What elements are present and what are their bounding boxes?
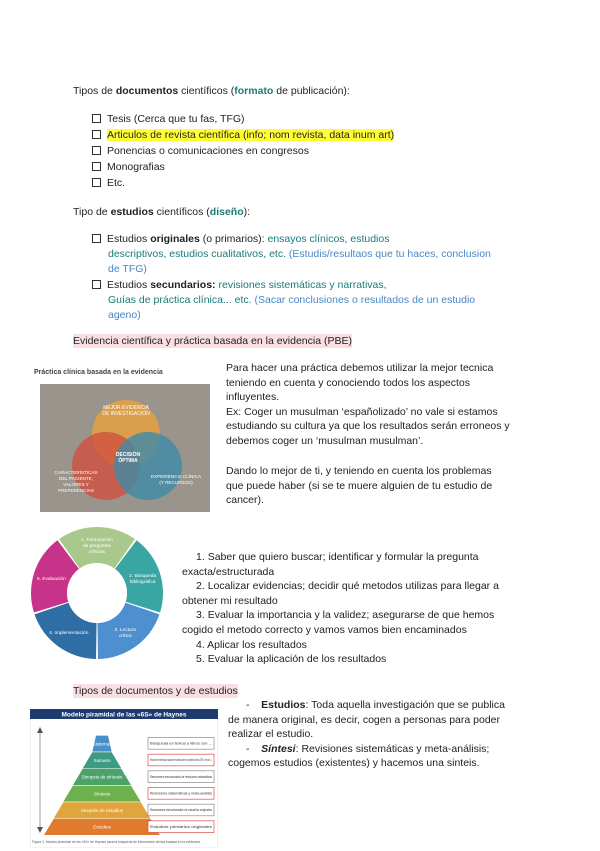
ebp-steps: 1. Saber que quiero buscar; identificar y formular la pregunta exacta/estructurada 2. Localizar evidencias; decidir qué metodos utilizas para llegar a obtener mi resultado 3. Evaluar la importancia y la validez; asegurarse de que hemos cogido el metodo correcto y vamos vamos bien encaminados 4. Aplicar los resultados 5. Evaluar la aplicación de los resultados xyxy=(182,550,526,667)
svg-text:ÓPTIMA: ÓPTIMA xyxy=(118,458,138,464)
svg-text:DEL PACIENTE,: DEL PACIENTE, xyxy=(59,476,93,481)
list-item: Articulos de revista científica (info; nom revista, data inum art) xyxy=(92,128,394,144)
haynes-pyramid-figure xyxy=(30,709,218,848)
step-item: 3. Evaluar la importancia y la validez; asegurarse de que hemos xyxy=(196,609,495,622)
pyramid-note: Búsqueda en textos y libros con ... xyxy=(150,741,213,746)
definitions: - Estudios: Toda aquella investigación que se publica de manera original, es decir, cogen a personas para poder realizar el estudio. - Síntesi: Revisiones sistemáticas y meta-análisis; cogemos estudios (existentes) y hacemos una sinteis. xyxy=(228,699,505,769)
pyramid-level-label: Sinopsis de estudios xyxy=(80,808,124,813)
svg-text:CARACTERÍSTICAS: CARACTERÍSTICAS xyxy=(54,470,98,475)
doc-types-list xyxy=(92,112,394,192)
checkbox-icon xyxy=(92,114,101,123)
pyramid-level-label: Estudios xyxy=(93,824,111,830)
ebp-cycle-figure xyxy=(30,526,164,660)
step-item: 2. Localizar evidencias; decidir qué metodos utilizas para llegar a xyxy=(196,580,499,593)
list-item: Etc. xyxy=(92,176,394,192)
cycle-segment-label: 5. Evaluación xyxy=(36,577,66,583)
list-item: Monografias xyxy=(92,160,394,176)
checkbox-icon xyxy=(92,130,101,139)
svg-text:Figura 1. Modelo piramidal de: Figura 1. Modelo piramidal de las «6S» de Haynes para la búsqueda de información clínica basada en la evidencia. xyxy=(32,840,201,844)
svg-text:DE INVESTIGACIÓN: DE INVESTIGACIÓN xyxy=(102,411,150,417)
cycle-segment-label: 1. Formulación xyxy=(81,538,113,543)
step-item: 4. Aplicar los resultados xyxy=(196,638,307,651)
pyramid-level-label: Sinopsis de síntesis xyxy=(81,774,123,780)
svg-text:(Y RECURSOS): (Y RECURSOS) xyxy=(159,480,193,485)
step-item: 1. Saber que quiero buscar; identificar y formular la pregunta xyxy=(196,551,479,563)
checkbox-icon xyxy=(92,146,101,155)
cycle-segment-label: crítica xyxy=(118,633,132,639)
cycle-segment-label: 3. Lectura xyxy=(114,627,136,633)
list-item: Tesis (Cerca que tu fas, TFG) xyxy=(92,112,394,128)
doc-types-heading: Tipos de documentos científicos (formato de publicación): xyxy=(73,85,350,97)
checkbox-icon xyxy=(92,280,101,289)
pyramid-level-label: Síntesis xyxy=(93,791,111,797)
pyramid-level-label: Sistemas xyxy=(92,741,112,747)
venn-circle-experience xyxy=(114,432,182,500)
donut-hole xyxy=(67,563,127,623)
venn-figure xyxy=(32,362,214,514)
step-item: 5. Evaluar la aplicación de los resultados xyxy=(196,653,387,666)
svg-text:PREFERENCIAS: PREFERENCIAS xyxy=(58,488,94,493)
pbe-paragraph-2: Dando lo mejor de ti, y teniendo en cuenta los problemas que puede haber (si se te muere alguien de tu estudio de cancer). xyxy=(226,465,493,506)
svg-text:MEJOR EVIDENCIA: MEJOR EVIDENCIA xyxy=(103,405,149,411)
checkbox-icon xyxy=(92,178,101,187)
pyramid-note: Estudios primarios originales xyxy=(150,824,213,829)
checkbox-icon xyxy=(92,162,101,171)
pyramid-note: Resúmenes estructurados de revisiones sistemáticas xyxy=(150,774,213,779)
docs-studies-heading: Tipos de documentos y de estudios xyxy=(73,685,238,697)
cycle-segment-label: 2. Búsqueda xyxy=(129,574,157,580)
cycle-segment-label: de preguntas xyxy=(82,544,112,549)
svg-text:DECISIÓN: DECISIÓN xyxy=(115,452,141,458)
list-item: Ponencias o comunicaciones en congresos xyxy=(92,144,394,160)
pbe-heading: Evidencia científica y práctica basada en la evidencia (PBE) xyxy=(73,335,352,347)
cycle-segment-label: clínicas xyxy=(89,550,105,555)
pbe-paragraph-1: Para hacer una práctica debemos utilizar la mejor tecnica teniendo en cuenta y conociendo todos los aspectos influyentes. Ex: Coger un musulman ‘españolizado’ no vale si estamos estudiando su cultura ya que los resultados serán erroneos y debemos coger un ‘musulman musulman’. xyxy=(226,362,510,447)
pyramid-note: Revisiones sistemáticas y meta-análisis xyxy=(150,791,213,796)
svg-text:EXPERIENCIA CLÍNICA: EXPERIENCIA CLÍNICA xyxy=(150,474,202,479)
venn-figure-title: Práctica clínica basada en la evidencia xyxy=(34,369,163,376)
study-types-heading: Tipo de estudios científicos (diseño): xyxy=(73,206,251,218)
checkbox-icon xyxy=(92,234,101,243)
study-original: Estudios originales (o primarios): ensayos clínicos, estudios descriptivos, estudios cualitativos, etc. (Estudis/resultaos que tu haces, conclusion de TFG) xyxy=(92,232,532,276)
svg-text:VALORES Y: VALORES Y xyxy=(63,482,89,487)
cycle-segment-label: bibliográfica xyxy=(129,580,156,586)
svg-text:Modelo piramidal de las «6S» d: Modelo piramidal de las «6S» de Haynes xyxy=(61,711,187,719)
study-secondary: Estudios secundarios: revisiones sistemáticas y narrativas, Guías de práctica clínica... etc. (Sacar conclusiones o resultados de un estudio ageno) xyxy=(92,278,532,322)
cycle-segment-label: 4. Implementación xyxy=(49,630,89,636)
pyramid-note: Resúmenes estructurados de estudios originales xyxy=(150,808,213,813)
pyramid-level-label: Sumario xyxy=(93,758,111,763)
pyramid-note: Resumen de información basada en evidencia sobre un problema clínico (GPC, texto de ...) xyxy=(150,758,212,763)
